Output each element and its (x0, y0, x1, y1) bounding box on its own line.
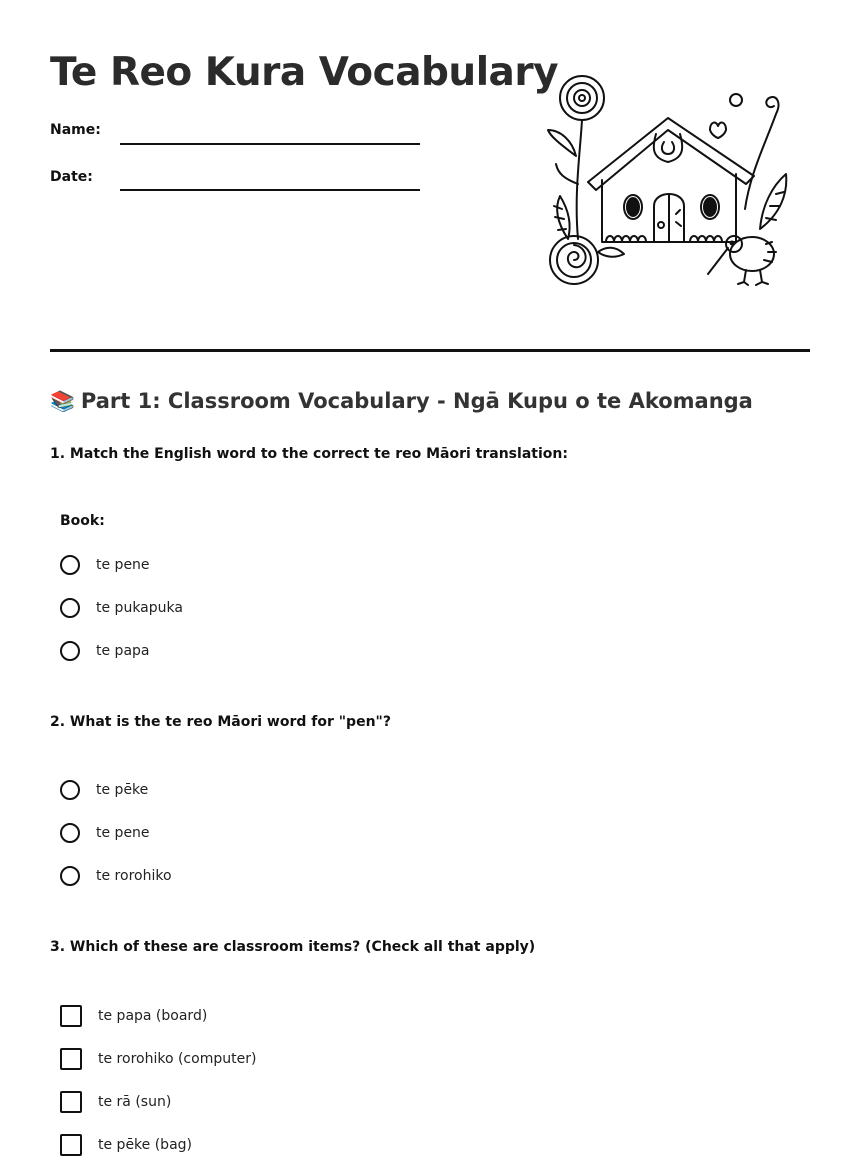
option-label: te pukapuka (96, 600, 183, 616)
option-label: te papa (board) (98, 1008, 208, 1024)
q2-option-1[interactable] (60, 778, 148, 802)
radio-button[interactable] (60, 823, 80, 843)
option-label: te papa (96, 643, 150, 659)
date-label: Date: (50, 169, 93, 185)
section-title (50, 389, 753, 413)
checkbox[interactable] (60, 1048, 82, 1070)
checkbox[interactable] (60, 1091, 82, 1113)
option-label: te pēke (bag) (98, 1137, 193, 1153)
flower-left-icon (548, 76, 604, 239)
page-title: Te Reo Kura Vocabulary (50, 50, 559, 95)
name-field[interactable] (120, 143, 420, 145)
kiwi-bird-icon (708, 236, 776, 285)
radio-button[interactable] (60, 555, 80, 575)
question-3: 3. Which of these are classroom items? (Check all that apply) (50, 939, 536, 955)
name-label: Name: (50, 122, 101, 138)
option-label: te rorohiko (computer) (98, 1051, 257, 1067)
q1-option-1[interactable] (60, 553, 150, 577)
checkbox[interactable] (60, 1005, 82, 1027)
option-label: te pene (96, 557, 150, 573)
q3-option-3[interactable] (60, 1090, 171, 1114)
radio-button[interactable] (60, 598, 80, 618)
house-icon (588, 118, 754, 242)
q2-option-2[interactable] (60, 821, 150, 845)
date-field[interactable] (120, 189, 420, 191)
checkbox[interactable] (60, 1134, 82, 1156)
spiral-flower-icon (550, 236, 624, 284)
option-label: te pēke (96, 782, 149, 798)
header-divider (50, 349, 810, 352)
q3-option-2[interactable] (60, 1047, 256, 1071)
q2-option-3[interactable] (60, 864, 172, 888)
option-label: te pene (96, 825, 150, 841)
option-label: te rā (sun) (98, 1094, 172, 1110)
q1-option-3[interactable] (60, 639, 149, 663)
q1-option-2[interactable] (60, 596, 183, 620)
radio-button[interactable] (60, 780, 80, 800)
radio-button[interactable] (60, 641, 80, 661)
wharenui-illustration (540, 64, 800, 290)
books-icon: 📚 (50, 389, 75, 413)
question-1-sublabel: Book: (60, 513, 105, 529)
question-1: 1. Match the English word to the correct te reo Māori translation: (50, 446, 568, 462)
option-label: te rorohiko (96, 868, 172, 884)
q3-option-1[interactable] (60, 1004, 207, 1028)
q3-option-4[interactable] (60, 1133, 192, 1157)
question-2: 2. What is the te reo Māori word for "pen"? (50, 714, 391, 730)
section-title-text: Part 1: Classroom Vocabulary - Ngā Kupu o te Akomanga (80, 389, 753, 413)
fern-curl-icon (710, 94, 778, 209)
radio-button[interactable] (60, 866, 80, 886)
